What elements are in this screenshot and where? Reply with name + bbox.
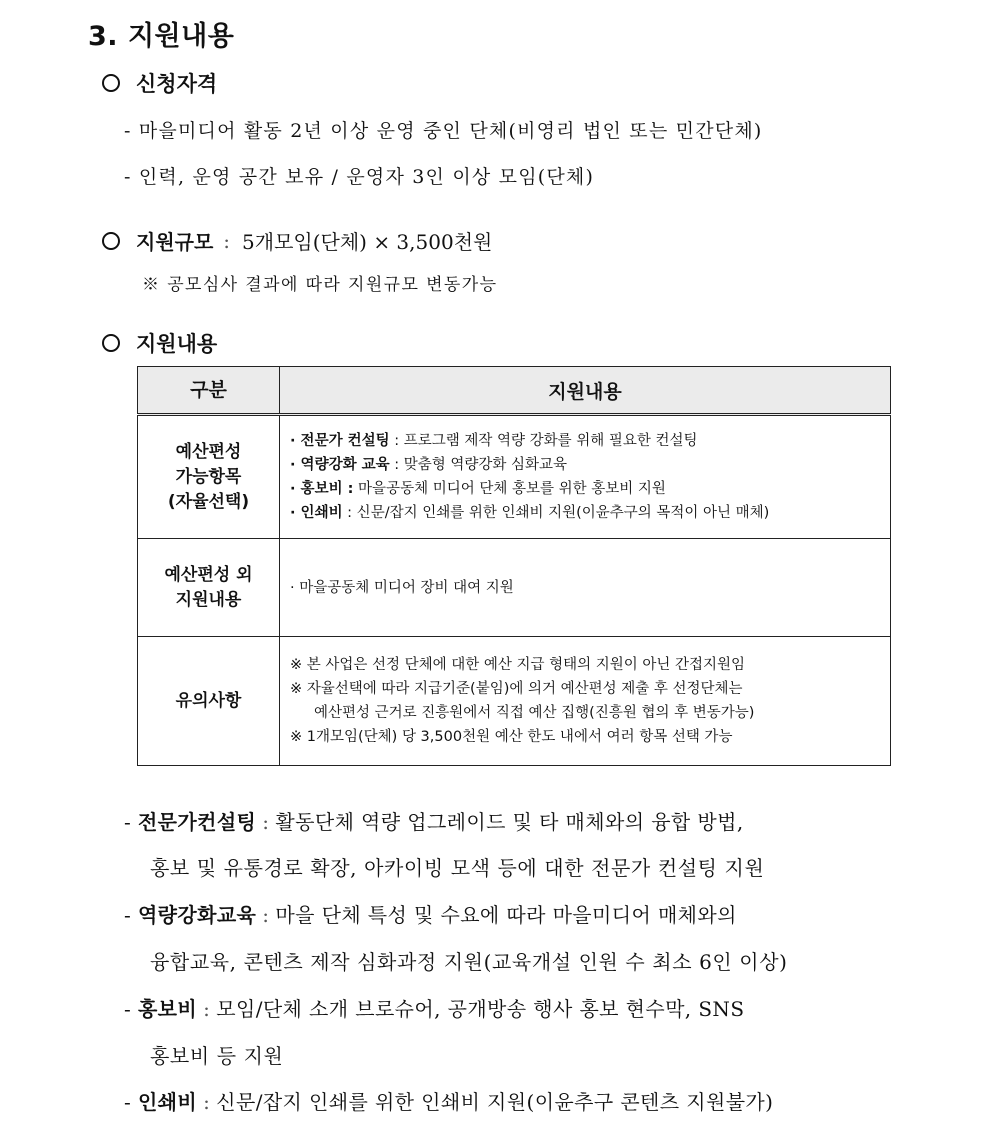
row3-category: 유의사항 [138, 637, 280, 766]
detail-item-promotion-cont: 홍보비 등 지원 [150, 1044, 284, 1068]
notice-line: 예산편성 근거로 진흥원에서 직접 예산 집행(진흥원 협의 후 변동가능) [314, 705, 755, 721]
detail-item-consulting: - 전문가컨설팅 : 활동단체 역량 업그레이드 및 타 매체와의 융합 방법, [124, 810, 744, 834]
detail-item-education-cont: 융합교육, 콘텐츠 제작 심화과정 지원(교육개설 인원 수 최소 6인 이상) [150, 950, 788, 974]
row2-content: · 마을공동체 미디어 장비 대여 지원 [280, 539, 891, 637]
list-item: · 홍보비 : 마을공동체 미디어 단체 홍보를 위한 홍보비 지원 [290, 481, 666, 497]
eligibility-heading-label: 신청자격 [136, 71, 218, 96]
content-heading [102, 328, 217, 358]
eligibility-line-1: - 마을미디어 활동 2년 이상 운영 중인 단체(비영리 법인 또는 민간단체) [124, 120, 763, 142]
eligibility-heading [102, 68, 217, 98]
eligibility-line-2: - 인력, 운영 공간 보유 / 운영자 3인 이상 모임(단체) [124, 166, 595, 188]
notice-line: ※ 자율선택에 따라 지급기준(붙임)에 의거 예산편성 제출 후 선정단체는 [290, 681, 743, 697]
content-heading-label: 지원내용 [136, 331, 218, 356]
scale-label: 지원규모 [136, 230, 214, 254]
notice-line: ※ 본 사업은 선정 단체에 대한 예산 지급 형태의 지원이 아닌 간접지원임 [290, 657, 746, 673]
table-row [138, 415, 891, 539]
scale-value: 5개모임(단체) × 3,500천원 [242, 230, 493, 254]
list-item: · 인쇄비 : 신문/잡지 인쇄를 위한 인쇄비 지원(이윤추구의 목적이 아닌 매체) [290, 505, 770, 521]
list-item: · 전문가 컨설팅 : 프로그램 제작 역량 강화를 위해 필요한 컨설팅 [290, 433, 698, 449]
table-header-row [138, 367, 891, 415]
row1-content [280, 415, 891, 539]
table-header-category: 구분 [138, 367, 280, 415]
detail-item-consulting-cont: 홍보 및 유통경로 확장, 아카이빙 모색 등에 대한 전문가 컨설팅 지원 [150, 856, 765, 880]
scale-line [102, 226, 492, 255]
row1-category: 예산편성 가능항목 (자율선택) [138, 415, 280, 539]
notice-line: ※ 1개모임(단체) 당 3,500천원 예산 한도 내에서 여러 항목 선택 가능 [290, 729, 733, 745]
detail-item-promotion: - 홍보비 : 모임/단체 소개 브로슈어, 공개방송 행사 홍보 현수막, SNS [124, 997, 745, 1021]
table-header-content: 지원내용 [280, 367, 891, 415]
list-item: · 역량강화 교육 : 맞춤형 역량강화 심화교육 [290, 457, 568, 473]
row2-category: 예산편성 외 지원내용 [138, 539, 280, 637]
table-row [138, 637, 891, 766]
section-title: 3. 지원내용 [88, 21, 235, 52]
table-row [138, 539, 891, 637]
row3-content [280, 637, 891, 766]
scale-separator: : [223, 228, 231, 253]
scale-note: ※ 공모심사 결과에 따라 지원규모 변동가능 [142, 275, 498, 295]
circle-bullet-icon [102, 334, 120, 352]
detail-item-printing: - 인쇄비 : 신문/잡지 인쇄를 위한 인쇄비 지원(이윤추구 콘텐츠 지원불가) [124, 1090, 774, 1114]
circle-bullet-icon [102, 232, 120, 250]
detail-item-education: - 역량강화교육 : 마을 단체 특성 및 수요에 따라 마을미디어 매체와의 [124, 903, 737, 927]
circle-bullet-icon [102, 74, 120, 92]
support-table [137, 366, 891, 766]
